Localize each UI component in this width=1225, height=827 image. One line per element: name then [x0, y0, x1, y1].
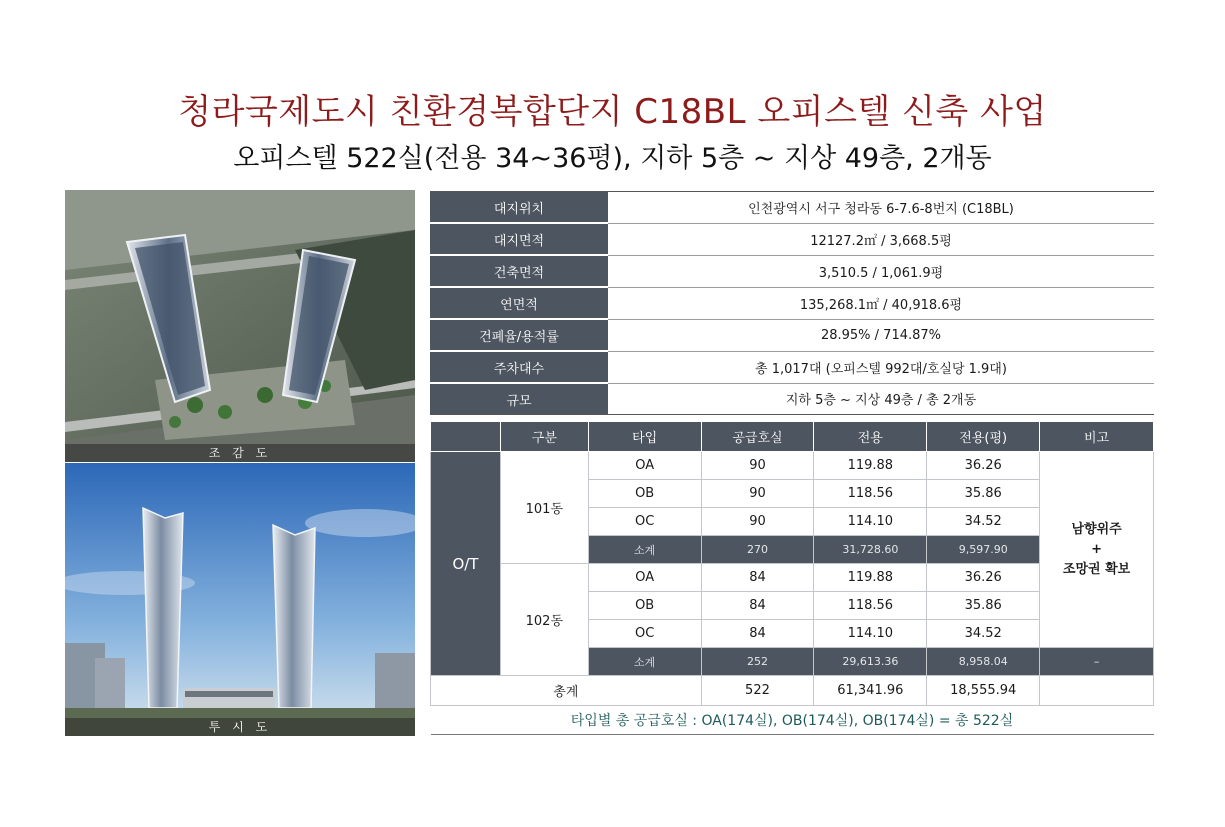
- info-row: [430, 287, 1154, 319]
- area-cell: 118.56: [814, 480, 927, 508]
- count-cell: 90: [701, 508, 814, 536]
- pyeong-cell: 34.52: [927, 508, 1040, 536]
- info-row: [430, 192, 1154, 224]
- unit-composition-table: [430, 421, 1154, 735]
- count-cell: 84: [701, 564, 814, 592]
- header-cell: 비고: [1040, 422, 1154, 452]
- pyeong-cell: 36.26: [927, 452, 1040, 480]
- info-value: 인천광역시 서구 청라동 6-7.6-8번지 (C18BL): [608, 192, 1154, 224]
- info-row: [430, 223, 1154, 255]
- info-value: 28.95% / 714.87%: [608, 319, 1154, 351]
- table-row: [431, 452, 1154, 480]
- site-info-table: [430, 191, 1154, 415]
- subtotal-label: 소계: [588, 648, 701, 676]
- info-key: 대지위치: [430, 192, 608, 224]
- header-cell: 구분: [500, 422, 588, 452]
- header-cell: 타입: [588, 422, 701, 452]
- total-area: 61,341.96: [814, 676, 927, 706]
- info-key: 건폐율/용적률: [430, 319, 608, 351]
- type-cell: OA: [588, 452, 701, 480]
- pyeong-cell: 35.86: [927, 480, 1040, 508]
- info-row: [430, 383, 1154, 415]
- info-value: 12127.2㎡ / 3,668.5평: [608, 223, 1154, 255]
- info-key: 대지면적: [430, 223, 608, 255]
- area-cell: 118.56: [814, 592, 927, 620]
- footer-row: [431, 706, 1154, 735]
- total-label: 총계: [431, 676, 702, 706]
- subtotal-label: 소계: [588, 536, 701, 564]
- info-value: 총 1,017대 (오피스텔 992대/호실당 1.9대): [608, 351, 1154, 383]
- info-key: 주차대수: [430, 351, 608, 383]
- info-row: [430, 319, 1154, 351]
- total-remarks: [1040, 676, 1154, 706]
- type-cell: OC: [588, 620, 701, 648]
- info-key: 건축면적: [430, 255, 608, 287]
- subtotal-area: 29,613.36: [814, 648, 927, 676]
- remarks-line: 남향위주: [1071, 521, 1122, 537]
- subtotal-pyeong: 9,597.90: [927, 536, 1040, 564]
- total-count: 522: [701, 676, 814, 706]
- subtotal-pyeong: 8,958.04: [927, 648, 1040, 676]
- remarks-line: 조망권 확보: [1062, 561, 1131, 577]
- subtotal-count: 252: [701, 648, 814, 676]
- pyeong-cell: 36.26: [927, 564, 1040, 592]
- type-cell: OB: [588, 592, 701, 620]
- total-row: [431, 676, 1154, 706]
- area-cell: 114.10: [814, 620, 927, 648]
- header-cell: 전용(평): [927, 422, 1040, 452]
- perspective-view-image: [65, 463, 415, 736]
- pyeong-cell: 35.86: [927, 592, 1040, 620]
- info-value: 135,268.1㎡ / 40,918.6평: [608, 287, 1154, 319]
- type-cell: OC: [588, 508, 701, 536]
- header-cell: 공급호실: [701, 422, 814, 452]
- info-value: 3,510.5 / 1,061.9평: [608, 255, 1154, 287]
- type-cell: OA: [588, 564, 701, 592]
- type-cell: OB: [588, 480, 701, 508]
- supply-summary: 타입별 총 공급호실 : OA(174실), OB(174실), OB(174실) = 총 522실: [431, 706, 1154, 735]
- remarks-line: +: [1091, 541, 1103, 557]
- category-cell: O/T: [431, 452, 501, 676]
- table-header-row: [431, 422, 1154, 452]
- area-cell: 119.88: [814, 452, 927, 480]
- header-blank: [431, 422, 501, 452]
- info-value: 지하 5층 ~ 지상 49층 / 총 2개동: [608, 383, 1154, 415]
- remarks-cell: [1040, 452, 1154, 648]
- subtotal-remarks: –: [1040, 648, 1154, 676]
- subtotal-area: 31,728.60: [814, 536, 927, 564]
- aerial-view-image: [65, 190, 415, 462]
- count-cell: 90: [701, 452, 814, 480]
- info-row: [430, 255, 1154, 287]
- page-title: 청라국제도시 친환경복합단지 C18BL 오피스텔 신축 사업: [178, 92, 1047, 132]
- info-key: 연면적: [430, 287, 608, 319]
- info-row: [430, 351, 1154, 383]
- info-key: 규모: [430, 383, 608, 415]
- area-cell: 114.10: [814, 508, 927, 536]
- count-cell: 84: [701, 592, 814, 620]
- building-name: 101동: [500, 452, 588, 564]
- perspective-view-caption: 투 시 도: [65, 718, 415, 736]
- area-cell: 119.88: [814, 564, 927, 592]
- header-cell: 전용: [814, 422, 927, 452]
- page-subtitle: 오피스텔 522실(전용 34~36평), 지하 5층 ~ 지상 49층, 2개동: [233, 143, 992, 174]
- count-cell: 84: [701, 620, 814, 648]
- pyeong-cell: 34.52: [927, 620, 1040, 648]
- total-pyeong: 18,555.94: [927, 676, 1040, 706]
- count-cell: 90: [701, 480, 814, 508]
- aerial-view-caption: 조 감 도: [65, 444, 415, 462]
- building-name: 102동: [500, 564, 588, 676]
- subtotal-count: 270: [701, 536, 814, 564]
